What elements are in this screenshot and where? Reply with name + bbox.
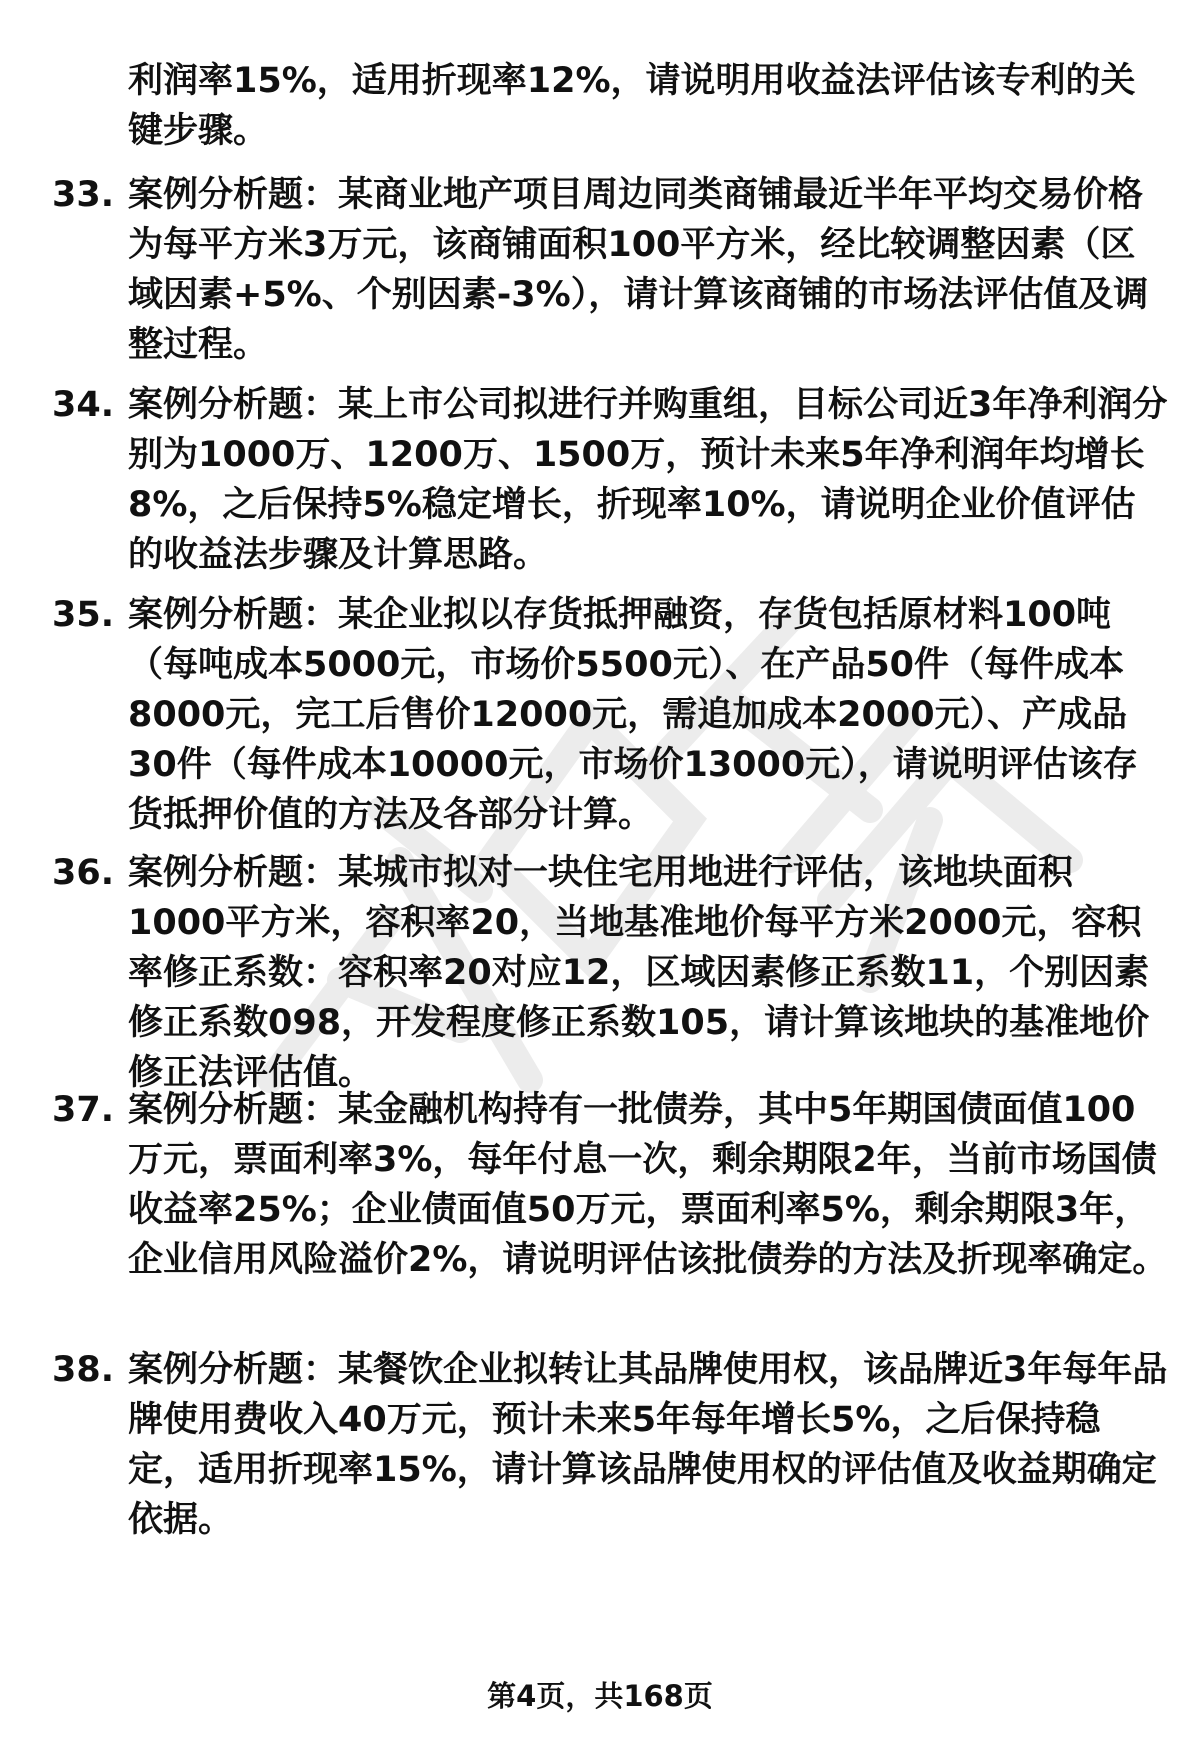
question-text: 案例分析题：某城市拟对一块住宅用地进行评估，该地块面积1000平方米，容积率20，当地基准地价每平方米2000元，容积率修正系数：容积率20对应12，区域因素修正系数11，个别因素修正系数098，开发程度修正系数105，请计算该地块的基准地价修正法评估值。 <box>128 853 1150 1093</box>
question-text: 案例分析题：某上市公司拟进行并购重组，目标公司近3年净利润分别为1000万、1200万、1500万，预计未来5年净利润年均增长8%，之后保持5%稳定增长，折现率10%，请说明企业价值评估的收益法步骤及计算思路。 <box>128 385 1168 575</box>
question-number: 33. <box>52 175 115 215</box>
question-number: 37. <box>52 1090 115 1130</box>
question-text: 案例分析题：某金融机构持有一批债券，其中5年期国债面值100万元，票面利率3%，每年付息一次，剩余期限2年，当前市场国债收益率25%；企业债面值50万元，票面利率5%，剩余期限3年，企业信用风险溢价2%，请说明评估该批债券的方法及折现率确定。 <box>128 1090 1168 1280</box>
page-footer: 第4页，共168页 <box>487 1679 713 1713</box>
question-number: 38. <box>52 1350 115 1390</box>
question-number: 34. <box>52 385 115 425</box>
continued-question-text: 利润率15%，适用折现率12%，请说明用收益法评估该专利的关键步骤。 <box>128 61 1136 151</box>
question-text: 案例分析题：某餐饮企业拟转让其品牌使用权，该品牌近3年每年品牌使用费收入40万元，预计未来5年每年增长5%，之后保持稳定，适用折现率15%，请计算该品牌使用权的评估值及收益期确定依据。 <box>128 1350 1168 1540</box>
question-number: 36. <box>52 853 115 893</box>
question-number: 35. <box>52 595 115 635</box>
question-text: 案例分析题：某企业拟以存货抵押融资，存货包括原材料100吨（每吨成本5000元，市场价5500元）、在产品50件（每件成本8000元，完工后售价12000元，需追加成本2000元）、产成品30件（每件成本10000元，市场价13000元），请说明评估该存货抵押价值的方法及各部分计算。 <box>128 595 1138 835</box>
question-text: 案例分析题：某商业地产项目周边同类商铺最近半年平均交易价格为每平方米3万元，该商铺面积100平方米，经比较调整因素（区域因素+5%、个别因素-3%），请计算该商铺的市场法评估值及调整过程。 <box>128 175 1149 365</box>
